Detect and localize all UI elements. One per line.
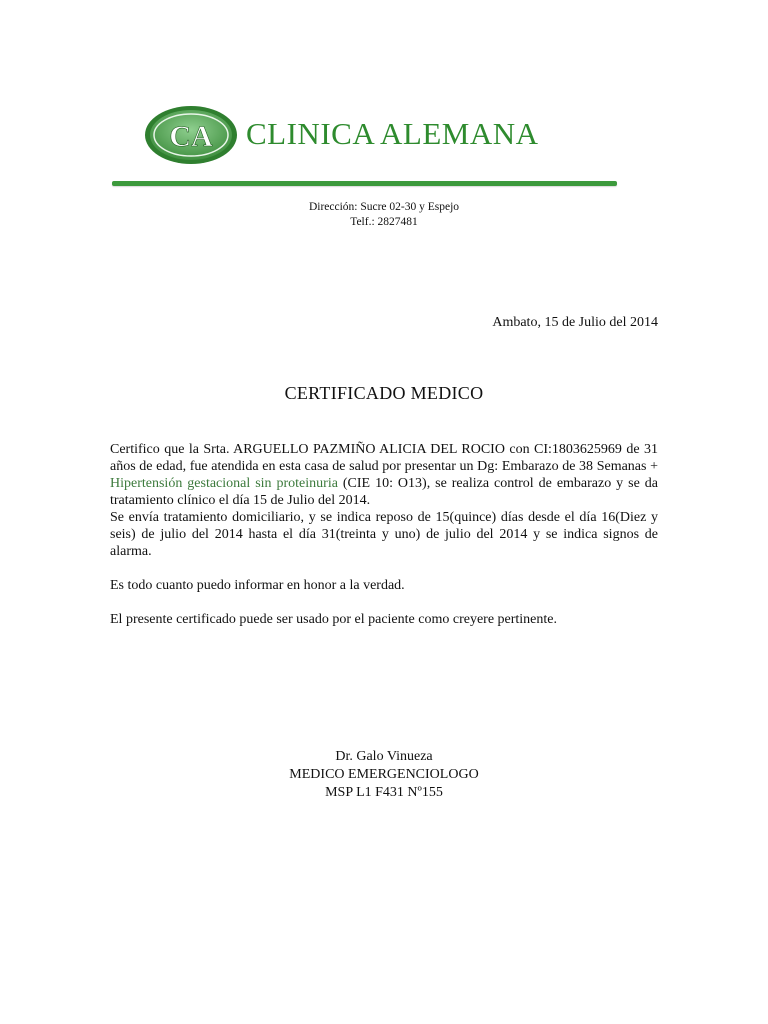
paragraph-usage: El presente certificado puede ser usado por el paciente como creyere pertinente. <box>110 612 558 627</box>
date-line: Ambato, 15 de Julio del 2014 <box>492 315 658 330</box>
address-line: Dirección: Sucre 02-30 y Espejo <box>308 201 460 213</box>
clinic-logo <box>144 104 238 166</box>
address-block <box>0 200 768 230</box>
doctor-role: MEDICO EMERGENCIOLOGO <box>289 767 479 782</box>
spacer <box>110 594 658 611</box>
signature-block <box>0 748 768 802</box>
spacer <box>110 560 658 577</box>
clinic-name: CLINICA ALEMANA <box>246 116 539 151</box>
paragraph-diagnosis-part1: Certifico que la Srta. ARGUELLO PAZMIÑO ALICIA DEL ROCIO con CI:1803625969 de 31 años de edad, fue atendida en esta casa de salud por presentar un Dg: Embarazo de 38 Semanas + <box>110 442 658 474</box>
logo-letters: CA <box>169 120 213 153</box>
diagnosis-text: Hipertensión gestacional sin proteinuria <box>110 476 338 491</box>
paragraph-diagnosis <box>110 441 658 509</box>
doctor-name: Dr. Galo Vinueza <box>335 749 433 764</box>
paragraph-treatment: Se envía tratamiento domiciliario, y se indica reposo de 15(quince) días desde el día 16(Diez y seis) de julio del 2014 hasta el día 31(treinta y uno) de julio del 2014 y se indica signos de alarma. <box>110 510 658 559</box>
phone-line: Telf.: 2827481 <box>350 216 418 228</box>
certificate-body <box>110 441 658 628</box>
paragraph-diagnosis-part2: (CIE 10: O13), se realiza control de embarazo y se da tratamiento clínico el día 15 de Julio del 2014. <box>110 476 658 508</box>
paragraph-honor: Es todo cuanto puedo informar en honor a la verdad. <box>110 578 405 593</box>
doctor-registration: MSP L1 F431 Nº155 <box>325 785 443 800</box>
page-title: CERTIFICADO MEDICO <box>284 383 484 403</box>
header-divider <box>112 181 617 186</box>
